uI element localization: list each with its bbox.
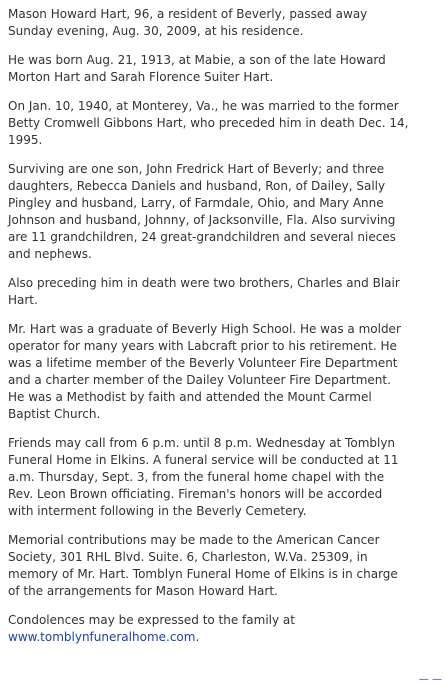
condolences-text: Condolences may be expressed to the family at xyxy=(8,613,295,627)
obituary-article xyxy=(8,6,436,658)
paragraph-condolences xyxy=(8,612,436,646)
condolences-period: . xyxy=(195,630,200,644)
paragraph-biography: Mr. Hart was a graduate of Beverly High School. He was a molder operator for many years with Labcraft prior to his retirement. He was a lifetime member of the Beverly Volunteer Fire Department and a charter member of the Dailey Volunteer Fire Department. He was a Methodist by faith and attended the Mount Carmel Baptist Church. xyxy=(8,322,401,421)
paragraph-death-notice: Mason Howard Hart, 96, a resident of Beverly, passed away Sunday evening, Aug. 30, 2009, at his residence. xyxy=(8,7,368,38)
funeral-home-link[interactable]: www.tomblynfuneralhome.com xyxy=(8,630,196,644)
paragraph-memorials: Memorial contributions may be made to the American Cancer Society, 301 RHL Blvd. Suite. 6, Charleston, W.Va. 25309, in memory of Mr. Hart. Tomblyn Funeral Home of Elkins is in charge of the arrangements for Mason Howard Hart. xyxy=(8,533,398,598)
paragraph-preceded: Also preceding him in death were two brothers, Charles and Blair Hart. xyxy=(8,276,400,307)
paragraph-survivors: Surviving are one son, John Fredrick Hart of Beverly; and three daughters, Rebecca Daniels and husband, Ron, of Dailey, Sally Pingley and husband, Larry, of Farmdale, Ohio, and Mary Anne Johnson and husband, Johnny, of Jacksonville, Fla. Also surviving are 11 grandchildren, 24 great-grandchildren and several nieces and nephews. xyxy=(8,162,396,261)
cropped-link-text: — — xyxy=(418,674,442,685)
paragraph-marriage: On Jan. 10, 1940, at Monterey, Va., he was married to the former Betty Cromwell Gibbons Hart, who preceded him in death Dec. 14, 1995. xyxy=(8,99,409,147)
cropped-footer-link[interactable] xyxy=(418,674,442,685)
paragraph-services: Friends may call from 6 p.m. until 8 p.m. Wednesday at Tomblyn Funeral Home in Elkins. A funeral service will be conducted at 11 a.m. Thursday, Sept. 3, from the funeral home chapel with the Rev. Leon Brown officiating. Fireman's honors will be accorded with interment following in the Beverly Cemetery. xyxy=(8,436,399,518)
paragraph-birth: He was born Aug. 21, 1913, at Mabie, a son of the late Howard Morton Hart and Sarah Florence Suiter Hart. xyxy=(8,53,386,84)
